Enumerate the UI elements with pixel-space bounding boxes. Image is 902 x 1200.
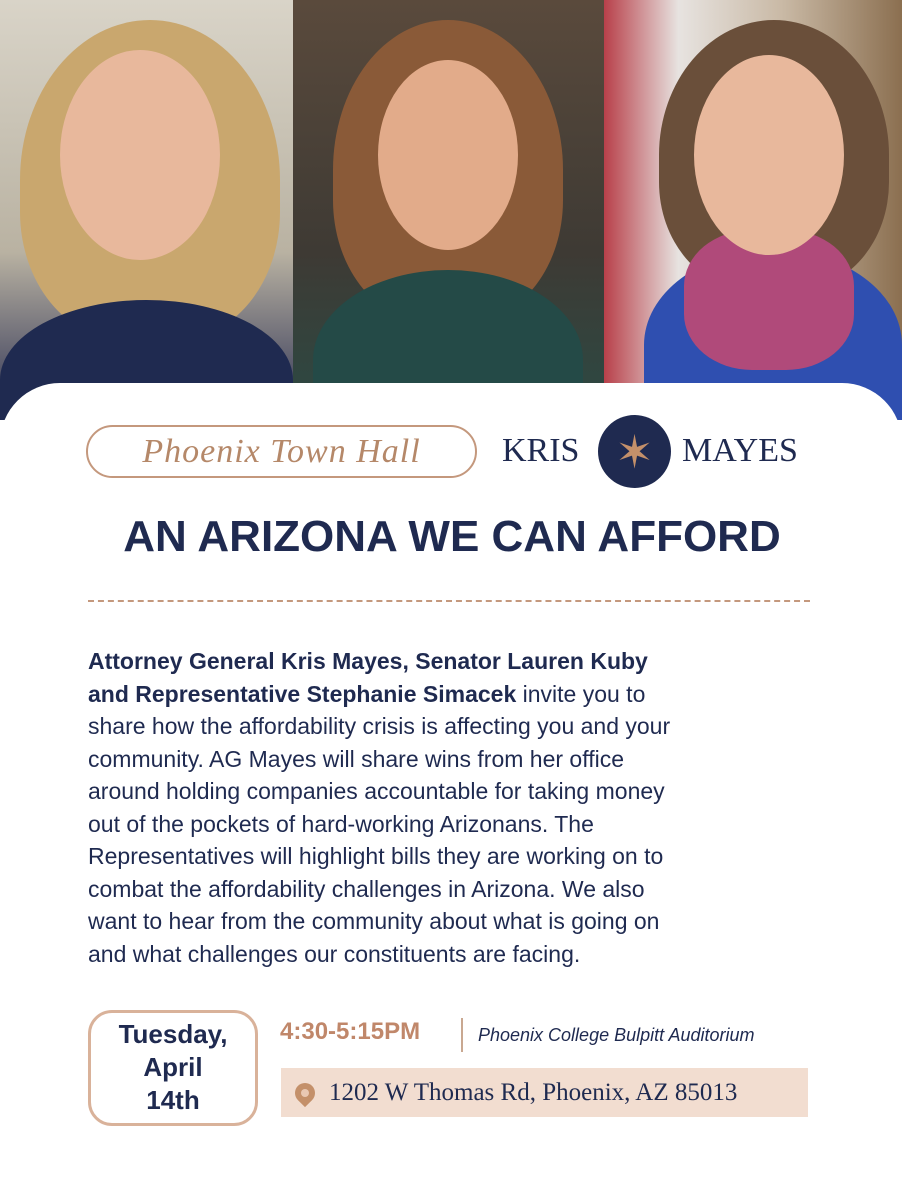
description-text: share how the affordability crisis is affecting you and your <box>88 713 671 739</box>
attorney-general-seal-icon: ✶ <box>598 415 671 488</box>
logo-mayes: MAYES <box>682 432 798 469</box>
description-text: want to hear from the community about what is going on <box>88 908 660 934</box>
event-time: 4:30-5:15PM <box>280 1018 421 1045</box>
date-number: 14th <box>146 1085 200 1115</box>
address-bar <box>281 1068 808 1117</box>
speaker-photos <box>0 0 902 420</box>
divider <box>88 600 810 602</box>
photo-kris-mayes <box>0 0 293 420</box>
date-box <box>88 1010 258 1126</box>
description-line <box>88 645 828 678</box>
description-line <box>88 743 828 776</box>
separator <box>461 1018 463 1052</box>
location-pin-icon <box>291 1078 319 1106</box>
description-line <box>88 678 828 711</box>
logo-kris: KRIS <box>502 432 580 469</box>
photo-stephanie-simacek <box>604 0 902 420</box>
description-line <box>88 710 828 743</box>
description-line <box>88 775 828 808</box>
description-line <box>88 873 828 906</box>
description-line <box>88 808 828 841</box>
description-line <box>88 938 828 971</box>
description-text: community. AG Mayes will share wins from her office <box>88 745 624 772</box>
description-text: invite you to <box>516 680 646 707</box>
description-text: combat the affordability challenges in Arizona. We also <box>88 875 645 902</box>
description-line <box>88 905 828 938</box>
date-day: Tuesday, <box>118 1019 228 1049</box>
date-month: April <box>143 1052 203 1082</box>
description-text: out of the pockets of hard-working Arizonans. The <box>88 810 594 837</box>
photo-lauren-kuby <box>293 0 604 420</box>
description-text: around holding companies accountable for taking money <box>88 778 665 804</box>
headline: AN ARIZONA WE CAN AFFORD <box>123 512 781 561</box>
description-text: Representatives will highlight bills they are working on to <box>88 843 664 869</box>
description <box>88 645 828 970</box>
event-venue: Phoenix College Bulpitt Auditorium <box>478 1025 755 1045</box>
event-badge: Phoenix Town Hall <box>86 425 477 478</box>
description-bold: and Representative Stephanie Simacek <box>88 680 517 707</box>
description-line <box>88 840 828 873</box>
address-text: 1202 W Thomas Rd, Phoenix, AZ 85013 <box>329 1078 738 1106</box>
description-bold: Attorney General Kris Mayes, Senator Lauren Kuby <box>88 648 648 674</box>
description-text: and what challenges our constituents are facing. <box>88 940 581 967</box>
